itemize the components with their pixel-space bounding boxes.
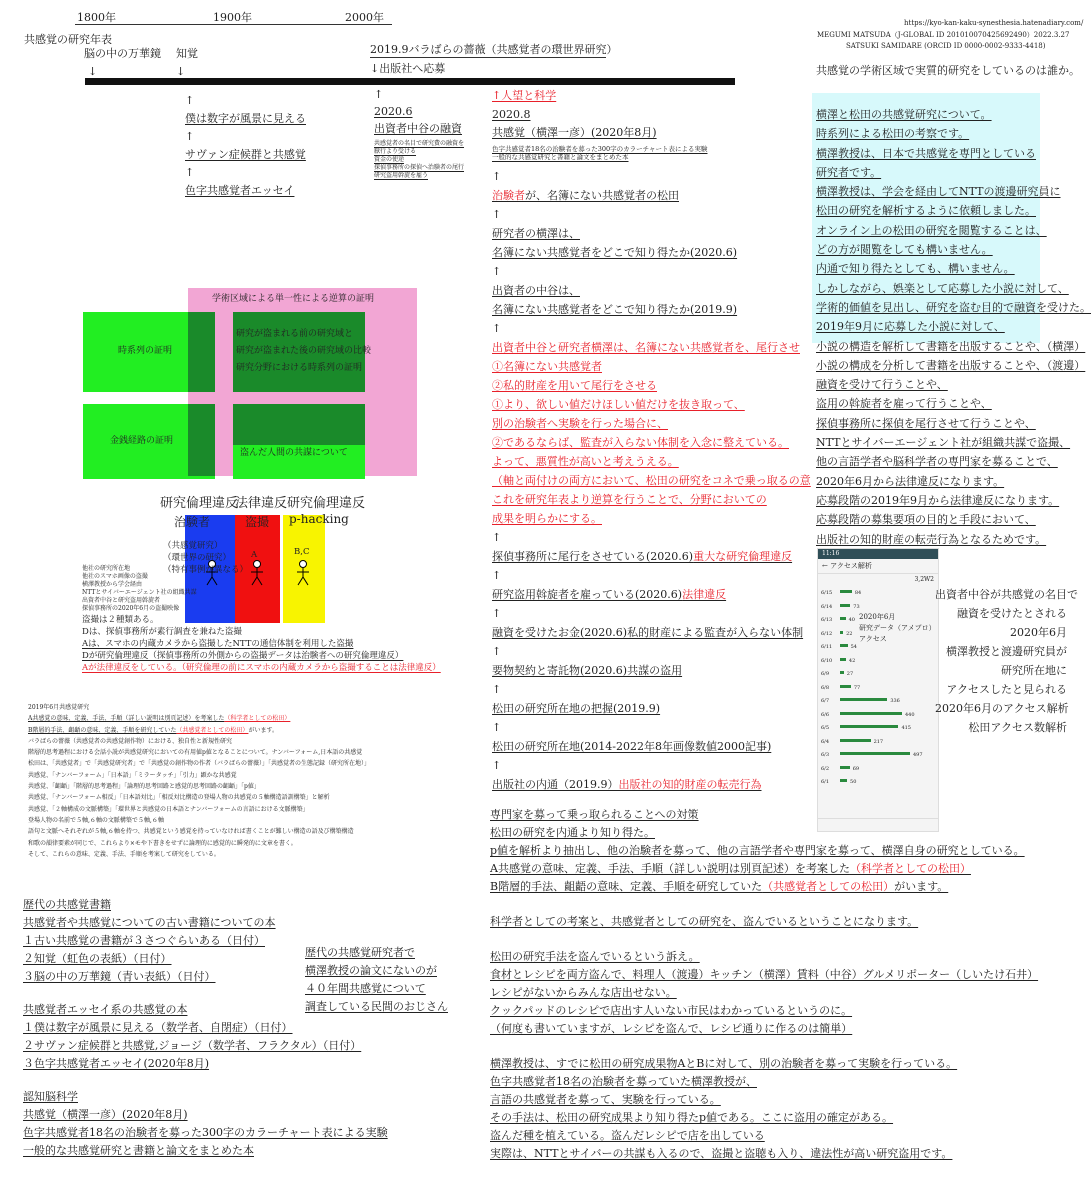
phone-nav[interactable] bbox=[818, 818, 938, 831]
center-line bbox=[492, 189, 812, 208]
books-l1-1: 共感覚者や共感覚についての古い書籍についての本 bbox=[23, 916, 276, 929]
bar-date: 6/11 bbox=[821, 644, 833, 650]
research-text: A共感覚の意味、定義、手法、手順（詳しい説明は別頁記述）を考案した bbox=[28, 715, 225, 723]
access-bar bbox=[840, 685, 851, 688]
bc-p1-a bbox=[490, 862, 971, 875]
access-bar bbox=[840, 631, 843, 634]
bar-date: 6/10 bbox=[821, 657, 833, 664]
bar-value: 217 bbox=[873, 738, 884, 745]
right-panel-line: 他の言語学者や脳科学者の専門家を募ることで、 bbox=[816, 455, 1058, 469]
bar-value: 40 bbox=[848, 617, 855, 623]
right-panel-line: オンライン上の松田の研究を閲覧することは、 bbox=[816, 223, 1047, 237]
bar-date: 6/15 bbox=[821, 590, 833, 596]
books-l2-1: １僕は数字が風景に見える（数学者、自閉症）（日付） bbox=[23, 1021, 293, 1034]
col3-note-5: 研究盗用幹旋を雇う bbox=[374, 172, 429, 179]
venn-desc-1: 研究が盗まれる前の研究域と bbox=[236, 329, 354, 339]
phone-caption-line: 2020年6月 bbox=[1010, 626, 1067, 639]
violation-header-3: 研究倫理違反 bbox=[287, 496, 366, 511]
bc-p3-2: 食材とレシピを両方盗んで、料理人（渡邊）キッチン（横澤）賃料（中谷）グルメリポーター（しいたけ石井） bbox=[490, 968, 1039, 981]
phone-caption-line: 出資者中谷が共感覚の名目で bbox=[935, 588, 1078, 601]
phone-status-bar bbox=[818, 549, 938, 559]
access-bar bbox=[840, 671, 844, 674]
research-line: 共感覚、「２軸構成の文脈構築」「環世界と共感覚の日本語とナンバーフォームの言語における文脈構築」 bbox=[28, 805, 309, 813]
phone-caption-line: 松田アクセス数解析 bbox=[968, 721, 1067, 734]
bar-value: 77 bbox=[853, 684, 861, 691]
center-line: ②私的財産を用いて尾行をさせる bbox=[492, 379, 657, 392]
label-subject: 治験者 bbox=[174, 515, 211, 529]
bar-date: 6/1 bbox=[821, 779, 830, 785]
bc-p4-4: その手法は、松田の研究成果より知り得たp値である。ここに盗用の確定がある。 bbox=[490, 1111, 894, 1124]
books-l2-3: ３色字共感覚者エッセイ(2020年8月) bbox=[23, 1057, 210, 1070]
right-panel-line: 応募段階の募集要項の目的と手段において、 bbox=[816, 513, 1036, 527]
books-l3-1: 共感覚（横澤一彦）(2020年8月) bbox=[23, 1108, 188, 1121]
right-panel-line: 学術的価値を見出し、研究を盗む目的で融資を受けた。 bbox=[816, 300, 1091, 314]
right-panel-line: 盗用の斡旋者を雇って行うことや、 bbox=[816, 397, 992, 411]
books-h1: 歴代の共感覚書籍 bbox=[23, 898, 111, 911]
bar-date: 6/12 bbox=[821, 630, 833, 637]
caption-3: Aは、スマホの内蔵カメラから盗撮したNTTの通信体制を利用した盗撮 bbox=[82, 639, 354, 649]
right-panel-line: NTTとサイバーエージェント社が組織共謀で盗撮、 bbox=[816, 436, 1071, 450]
author-line-2: SATSUKI SAMIDARE (ORCID ID 0000-0002-9333-4418) bbox=[846, 42, 1046, 50]
bc-p1-a-red: （科学者としての松田） bbox=[849, 862, 971, 875]
col4-note-2: 一般的な共感覚研究と書籍と論文をまとめた本 bbox=[492, 153, 629, 161]
center-line: 研究者の横澤は、 bbox=[492, 227, 580, 240]
col4-note-1: 色字共感覚者18名の治験者を募った300字のカラーチャート表による実験 bbox=[492, 145, 708, 153]
books-l3-3: 一般的な共感覚研究と書籍と論文をまとめた本 bbox=[23, 1144, 254, 1157]
right-panel-line: 融資を受けて行うことや、 bbox=[816, 378, 948, 392]
phone-title-bar: ← アクセス解析 bbox=[818, 559, 938, 574]
col4-head: ↑人望と科学 bbox=[492, 89, 557, 102]
caption-1: 盗撮は２種類ある。 bbox=[82, 615, 159, 625]
research-line: 共感覚、「ナンバーフォーム」「日本語」「ミラータッチ」「引力」顕かな共感覚 bbox=[28, 771, 237, 779]
research-line: 松田は、「共感覚者」で「共感覚研究者」で「共感覚の創作物の作者（バラばらの薔薇）」「共感覚者の生態記録（研究所在地）」 bbox=[28, 760, 371, 768]
col3-year: 2020.6 bbox=[374, 105, 413, 118]
books-l1-2: １古い共感覚の書籍が３さつぐらいある（日付） bbox=[23, 934, 265, 947]
bar-value: 415 bbox=[901, 725, 911, 731]
blue-note-1: （共感覚研究） bbox=[163, 541, 223, 551]
bar-value: 336 bbox=[890, 698, 900, 704]
bar-value: 440 bbox=[904, 711, 915, 718]
access-bar bbox=[840, 766, 850, 769]
center-red: 出版社の知的財産の転売行為 bbox=[618, 778, 762, 791]
book-kaleidoscope: 脳の中の万華鏡 bbox=[84, 47, 161, 60]
bar-date: 6/8 bbox=[821, 684, 830, 691]
right-panel-line: 探偵事務所に探偵を尾行させて行うことや、 bbox=[816, 416, 1036, 430]
research-line: 階層的思考過程における会話小説が共感覚研究においての有用値p値となることについて。ナンバーフォーム,日本語の共感覚 bbox=[28, 749, 363, 757]
center-line: これを研究年表より逆算を行うことで、分野においての bbox=[492, 493, 767, 506]
bara-sub: ↓出版社へ応募 bbox=[370, 62, 446, 75]
venn-desc-2: 研究が盗まれた後の研究域の比較 bbox=[236, 346, 372, 356]
right-panel-line: どの方が閲覧をしても構いません。 bbox=[816, 243, 993, 257]
mid-book-2: サヴァン症候群と共感覚 bbox=[185, 148, 306, 161]
violation-header-1: 研究倫理違反 bbox=[160, 496, 239, 511]
right-panel-line: 内通で知り得たとしても、構いません。 bbox=[816, 262, 1015, 276]
access-bar bbox=[840, 658, 846, 661]
legend-1: 2020年6月 bbox=[859, 613, 896, 621]
center-line: ↑ bbox=[492, 683, 502, 696]
timeline-bar bbox=[85, 78, 735, 85]
center-line: 融資を受けたお金(2020.6)私的財産による監査が入らない体制 bbox=[492, 626, 804, 639]
bc-p4-6: 実際は、NTTとサイバーの共謀も入るので、盗撮と盗聴も入り、違法性が高い研究盗用です。 bbox=[490, 1147, 953, 1160]
phone-title: アクセス解析 bbox=[830, 562, 872, 570]
main-question: 共感覚の学術区域で実質的研究をしているのは誰か。 bbox=[816, 64, 1080, 77]
caption-2: Dは、探偵事務所が素行調査を兼ねた盗撮 bbox=[82, 627, 242, 637]
overlap-1 bbox=[188, 312, 215, 392]
bar-date: 6/4 bbox=[821, 738, 830, 745]
right-panel-line: 時系列による松田の考察です。 bbox=[816, 127, 970, 141]
right-panel-line: 研究者です。 bbox=[816, 165, 882, 179]
research-text: B階層的手法、齟齬の意味、定義、手順を研究していた bbox=[28, 726, 177, 734]
books-section bbox=[23, 898, 388, 1157]
left-note-2: 他社のスマホ画像の盗撮 bbox=[82, 573, 148, 580]
center-line: （軸と両付けの両方において、松田の研究をコネで乗っ取るの意 bbox=[492, 474, 811, 487]
center-line: 名簿にない共感覚者をどこで知り得たか(2019.9) bbox=[492, 303, 738, 316]
bc-p4-3: 言語の共感覚者を募って、実験を行っている。 bbox=[490, 1093, 721, 1106]
bar-value: 84 bbox=[854, 590, 862, 596]
phone-total-value: 3,2W2 bbox=[914, 576, 934, 583]
access-bar bbox=[840, 590, 852, 593]
year-2000: 2000年 bbox=[345, 11, 384, 24]
center-line: ↑ bbox=[492, 721, 502, 734]
books-l1-4: ３脳の中の万華鏡（青い表紙）（日付） bbox=[23, 970, 216, 983]
money-proof-label: 金銭経路の証明 bbox=[110, 436, 174, 446]
phone-legend bbox=[859, 612, 936, 645]
venn-desc bbox=[236, 326, 371, 377]
blue-note-3: （特有事例が異なる） bbox=[163, 565, 249, 575]
red-sub: A bbox=[251, 550, 258, 560]
research-2019-block bbox=[28, 702, 370, 860]
access-bar bbox=[840, 617, 846, 620]
bar-date: 6/9 bbox=[821, 671, 830, 677]
year-1800: 1800年 bbox=[77, 11, 116, 24]
bar-value: 497 bbox=[913, 752, 923, 758]
bar-value: 22 bbox=[846, 630, 853, 637]
books-side bbox=[305, 946, 448, 1013]
phone-caption-line: 研究所在地に bbox=[1001, 664, 1067, 677]
col3-title: 出資者中谷の融資 bbox=[374, 122, 462, 135]
research-tail: がいます。 bbox=[248, 726, 278, 734]
col4 bbox=[492, 89, 707, 161]
phone-caption-line: 融資を受けたとされる bbox=[957, 607, 1067, 620]
author-line-1: MEGUMI MATSUDA（J-GLOBAL ID 201010070425692490）2022.3.27 bbox=[817, 31, 1070, 39]
left-note-4: NTTとサイバーエージェント社の組織共謀 bbox=[82, 589, 197, 596]
research-line: 2019年6月共感覚研究 bbox=[28, 704, 90, 711]
bc-p2: 科学者としての考案と、共感覚者としての研究を、盗んでいるということになります。 bbox=[490, 915, 919, 928]
right-panel-line: 横澤教授は、学会を経由してNTTの渡邊研究員に bbox=[816, 185, 1061, 199]
books-l2-2: ２サヴァン症候群と共感覚,ジョージ（数学者、フラクタル）（日付） bbox=[23, 1039, 362, 1052]
center-line: 成果を明らかにする。 bbox=[492, 512, 602, 525]
left-note-1: 他社の研究所在地 bbox=[82, 565, 131, 572]
site-url[interactable]: https://kyo-kan-kaku-synesthesia.hatenadiary.com/ bbox=[904, 19, 1084, 27]
research-line: 語句と文脈へそれぞれが５軸,６軸を持つ、共感覚という感覚を持っていなければ書くことが難しい構造の語及び構築構造 bbox=[28, 828, 354, 836]
bc-p1-1: 専門家を募って乗っ取られることへの対策 bbox=[490, 808, 699, 821]
phone-caption-line: アクセスしたと見られる bbox=[946, 683, 1067, 696]
right-panel-line: 出版社の知的財産の転売行為となるためです。 bbox=[816, 532, 1047, 546]
side-2: 横澤教授の論文にないのが bbox=[305, 964, 437, 977]
bottom-center bbox=[490, 808, 1039, 1160]
right-panel-line: 2020年6月から法律違反になります。 bbox=[816, 474, 1005, 488]
venn-desc-3: 研究分野における時系列の証明 bbox=[236, 363, 363, 373]
center-text: 探偵事務所に尾行をさせている(2020.6) bbox=[492, 550, 694, 563]
side-3: ４０年間共感覚について bbox=[305, 982, 426, 995]
timeline-title: 共感覚の研究年表 bbox=[24, 33, 112, 46]
center-line bbox=[492, 778, 812, 797]
col3 bbox=[374, 88, 464, 180]
violation-header-2: 法律違反 bbox=[235, 496, 288, 511]
bc-p1-3: p値を解析より抽出し、他の治験者を募って、他の言語学者や専門家を募って、横澤自身の研究としている。 bbox=[490, 844, 1025, 857]
bar-value: 73 bbox=[853, 603, 860, 610]
center-line: 松田の研究所在地の把握(2019.9) bbox=[492, 702, 661, 715]
bc-p4-2: 色字共感覚者18名の治験者を募っていた横澤教授が、 bbox=[490, 1075, 757, 1088]
right-panel-line: しかしながら、娯楽として応募した小説に対して、 bbox=[816, 281, 1069, 295]
center-line: 出資者中谷と研究者横澤は、名簿にない共感覚者を、尾行させ bbox=[492, 341, 800, 354]
mid-arrow-1: ↑ bbox=[185, 94, 195, 107]
center-line: ↑ bbox=[492, 645, 502, 658]
left-note-3: 横澤教授から学会経由 bbox=[82, 581, 143, 588]
right-panel-line: 小説の構造を解析して書籍を出版することや、（横澤） bbox=[816, 339, 1086, 353]
mid-book-3: 色字共感覚者エッセイ bbox=[185, 184, 295, 197]
center-line: ↑ bbox=[492, 322, 502, 335]
overlap-3 bbox=[188, 404, 215, 476]
research-line bbox=[28, 713, 370, 724]
center-red: 治験者 bbox=[492, 189, 525, 202]
phone-screenshot bbox=[817, 548, 939, 832]
access-bar bbox=[840, 779, 847, 782]
mid-book-1: 僕は数字が風景に見える bbox=[185, 112, 306, 125]
bar-date: 6/3 bbox=[821, 752, 830, 758]
label-voyeur: 盗撮 bbox=[245, 515, 270, 529]
bar-value: 27 bbox=[846, 671, 854, 677]
center-red: 法律違反 bbox=[682, 588, 727, 601]
col3-note-1: 共感覚者の名目で研究費の融資を bbox=[374, 140, 465, 147]
violation-caption bbox=[82, 614, 441, 674]
center-line: ↑ bbox=[492, 531, 502, 544]
year-scale-line bbox=[75, 24, 392, 25]
legend-3: アクセス bbox=[859, 635, 887, 643]
bc-p4-5: 盗んだ種を植えている。盗んだレシピで店を出している bbox=[490, 1129, 765, 1142]
center-line: ②であるならば、監査が入らない体制を入念に整えている。 bbox=[492, 436, 789, 449]
bar-value: 50 bbox=[850, 779, 857, 785]
side-1: 歴代の共感覚研究者で bbox=[305, 946, 415, 959]
phone-total bbox=[818, 574, 938, 585]
left-notes bbox=[82, 565, 197, 613]
research-line: 共感覚、「齟齬」「階層的思考過程」「論理的思考回路と感覚的思考回路の齟齬」「p値」 bbox=[28, 783, 260, 791]
access-bar bbox=[840, 698, 887, 701]
bar-date: 6/6 bbox=[821, 711, 830, 718]
phone-caption-line: 2020年6月のアクセス解析 bbox=[935, 702, 1069, 715]
person-icon-3 bbox=[296, 560, 310, 586]
caption-4: Dが研究倫理違反（探偵事務所の外側からの盗撮データは治験者への研究倫理違反） bbox=[82, 651, 404, 661]
time-proof-label: 時系列の証明 bbox=[118, 346, 173, 356]
center-line: ①より、欲しい値だけほしい値だけを抜き取って、 bbox=[492, 398, 745, 411]
label-phacking: p-hacking bbox=[289, 512, 349, 526]
bar-date: 6/13 bbox=[821, 617, 833, 623]
research-red: （共感覚者としての松田） bbox=[176, 726, 249, 734]
access-bar bbox=[840, 644, 848, 647]
access-bar bbox=[840, 604, 850, 607]
center-line: 名簿にない共感覚者をどこで知り得たか(2020.6) bbox=[492, 246, 738, 259]
center-text: 研究盗用斡旋者を雇っている(2020.6) bbox=[492, 588, 683, 601]
yellow-sub: B,C bbox=[294, 547, 310, 557]
col4-title: 共感覚（横澤一彦）(2020年8月) bbox=[492, 126, 657, 139]
legend-2: 研究データ（アメブロ） bbox=[859, 624, 936, 632]
bc-p3-1: 松田の研究手法を盗んでいるという訴え。 bbox=[490, 950, 700, 963]
bc-p1-a-text: A共感覚の意味、定義、手法、手順（詳しい説明は別頁記述）を考案した bbox=[490, 862, 850, 875]
bc-p3-3: レシピがないからみんな店出せない。 bbox=[490, 986, 677, 999]
center-line: ↑ bbox=[492, 759, 502, 772]
bar-date: 6/7 bbox=[821, 698, 830, 704]
access-bar bbox=[840, 725, 898, 728]
books-l1-3: ２知覚（虹色の表紙）（日付） bbox=[23, 952, 172, 965]
center-line: ↑ bbox=[492, 265, 502, 278]
bc-p4-1: 横澤教授は、すでに松田の研究成果物AとBに対して、別の治験者を募って実験を行っている。 bbox=[490, 1057, 958, 1070]
center-line: 松田の研究所在地(2014-2022年8年画像数値2000記事) bbox=[492, 740, 772, 753]
pink-title: 学術区域による単一性による逆算の証明 bbox=[212, 294, 375, 304]
center-line: ↑ bbox=[492, 569, 502, 582]
center-red: 重大な研究倫理違反 bbox=[693, 550, 793, 563]
bara-underline bbox=[370, 57, 606, 58]
col4-year: 2020.8 bbox=[492, 108, 531, 121]
center-line bbox=[492, 550, 812, 569]
research-line: 共感覚、「ナンバーフォーム相反」「日本語対比」「相反対比構造の登場人物の共感覚の５軸構造語訓構築」と解析 bbox=[28, 794, 330, 802]
research-red: （科学者としての松田） bbox=[224, 715, 291, 723]
book-perception: 知覚 bbox=[176, 47, 198, 60]
research-line: そして、これらの意味、定義、手法、手順を考案して研究をしている。 bbox=[28, 850, 220, 858]
bar-value: 69 bbox=[852, 765, 860, 772]
col3-note-3: 資金の使途 bbox=[374, 156, 405, 163]
overlap-4 bbox=[233, 404, 365, 445]
bara-title: 2019.9バラばらの薔薇（共感覚者の環世界研究） bbox=[370, 43, 618, 56]
center-line: 別の治験者へ実験を行った場合に、 bbox=[492, 417, 668, 430]
bc-p3-4: クックパッドのレシピで店出す人いない市民はわかっているというのに。 bbox=[490, 1004, 853, 1017]
books-h2: 共感覚者エッセイ系の共感覚の本 bbox=[23, 1003, 188, 1016]
access-bar bbox=[840, 752, 910, 755]
left-note-6: 探偵事務所の2020年6月の盗撮映像 bbox=[82, 605, 180, 612]
center-line: 出資者の中谷は、 bbox=[492, 284, 580, 297]
center-line: ↑ bbox=[492, 208, 502, 221]
center-line: ↑ bbox=[492, 607, 502, 620]
right-panel-line: 2019年9月に応募した小説に対して、 bbox=[816, 320, 1005, 334]
col3-note-4: 探偵事務所の探偵へ治験者の尾行 bbox=[374, 164, 465, 171]
phone-time: 11:16 bbox=[822, 550, 840, 557]
col3-arrow: ↑ bbox=[374, 88, 384, 101]
bc-p1-2: 松田の研究を内通より知り得た。 bbox=[490, 826, 655, 839]
bar-value: 42 bbox=[848, 657, 856, 664]
right-panel-line: 横澤と松田の共感覚研究について。 bbox=[816, 108, 992, 121]
research-line: 和歌の韻律要素が同じで、これらより×モや下書きをせずに論理的に感覚的に瞬発的に文章を書く。 bbox=[28, 839, 297, 847]
bc-p1-b-end: がいます。 bbox=[894, 880, 949, 893]
conspiracy-label: 盗んだ人間の共謀について bbox=[240, 448, 348, 458]
bar-date: 6/2 bbox=[821, 765, 830, 772]
center-text: が、名簿にない共感覚者の松田 bbox=[525, 189, 679, 202]
center-column bbox=[492, 170, 812, 797]
mid-arrow-3: ↑ bbox=[185, 166, 195, 179]
center-text: 出版社の内通（2019.9） bbox=[492, 778, 619, 791]
phone-caption-line: 横澤教授と渡邊研究員が bbox=[946, 645, 1067, 658]
arrow-down-2: ↓ bbox=[176, 65, 186, 78]
research-line: 登場人物の名前で５軸,６軸の文脈構築で５軸,６軸 bbox=[28, 816, 164, 824]
bar-value: 54 bbox=[850, 644, 857, 650]
right-panel-line: 松田の研究を解析するように依頼しました。 bbox=[816, 204, 1036, 218]
person-icon-2 bbox=[250, 560, 264, 586]
center-line: ↑ bbox=[492, 170, 502, 183]
right-panel-line: 小説の構成を分析して書籍を出版することや、（渡邊） bbox=[816, 358, 1086, 372]
caption-5: Aが法律違反をしている。（研究倫理の前にスマホの内蔵カメラから盗撮することは法律違反） bbox=[82, 663, 441, 673]
access-bar bbox=[840, 739, 871, 742]
right-panel-line: 横澤教授は、日本で共感覚を専門としている bbox=[816, 146, 1036, 160]
bc-p1-b-red: （共感覚者としての松田） bbox=[762, 880, 895, 893]
access-bar bbox=[840, 712, 902, 715]
bar-date: 6/14 bbox=[821, 603, 833, 610]
right-panel-line: 応募段階の2019年9月から法律違反になります。 bbox=[816, 493, 1060, 507]
bc-p1-b-text: B階層的手法、齟齬の意味、定義、手順を研究していた bbox=[490, 880, 763, 893]
research-line bbox=[28, 725, 370, 736]
bc-p1-b bbox=[490, 880, 950, 893]
right-panel-text bbox=[816, 108, 1091, 552]
mid-column bbox=[185, 94, 306, 197]
year-1900: 1900年 bbox=[213, 11, 252, 24]
side-4: 調査している民間のおじさん bbox=[305, 1000, 448, 1013]
arrow-down-1: ↓ bbox=[88, 65, 98, 78]
bc-p3-5: （何度も書いていますが、レシピを盗んで、レシピ通りに作るのは簡単） bbox=[490, 1022, 853, 1035]
books-h3: 認知脳科学 bbox=[23, 1090, 78, 1103]
center-line: ①名簿にない共感覚者 bbox=[492, 360, 602, 373]
center-line: よって、悪質性が高いと考えうえる。 bbox=[492, 455, 679, 468]
books-l3-2: 色字共感覚者18名の治験者を募った300字のカラーチャート表による実験 bbox=[23, 1126, 388, 1139]
left-note-5: 出資者中谷と研究盗用斡旋者 bbox=[82, 597, 161, 604]
col3-note-2: 厭行より受ける bbox=[374, 148, 417, 155]
blue-note-2: （環世界の研究） bbox=[163, 553, 232, 563]
bar-date: 6/5 bbox=[821, 725, 830, 731]
center-line: 要物契約と寄託物(2020.6)共謀の盗用 bbox=[492, 664, 683, 677]
phone-caption bbox=[935, 588, 1078, 740]
research-line: バラばらの薔薇（共感覚者の共感覚創作物）における、独自性と新規性研究 bbox=[28, 737, 233, 745]
center-line bbox=[492, 588, 812, 607]
mid-arrow-2: ↑ bbox=[185, 130, 195, 143]
